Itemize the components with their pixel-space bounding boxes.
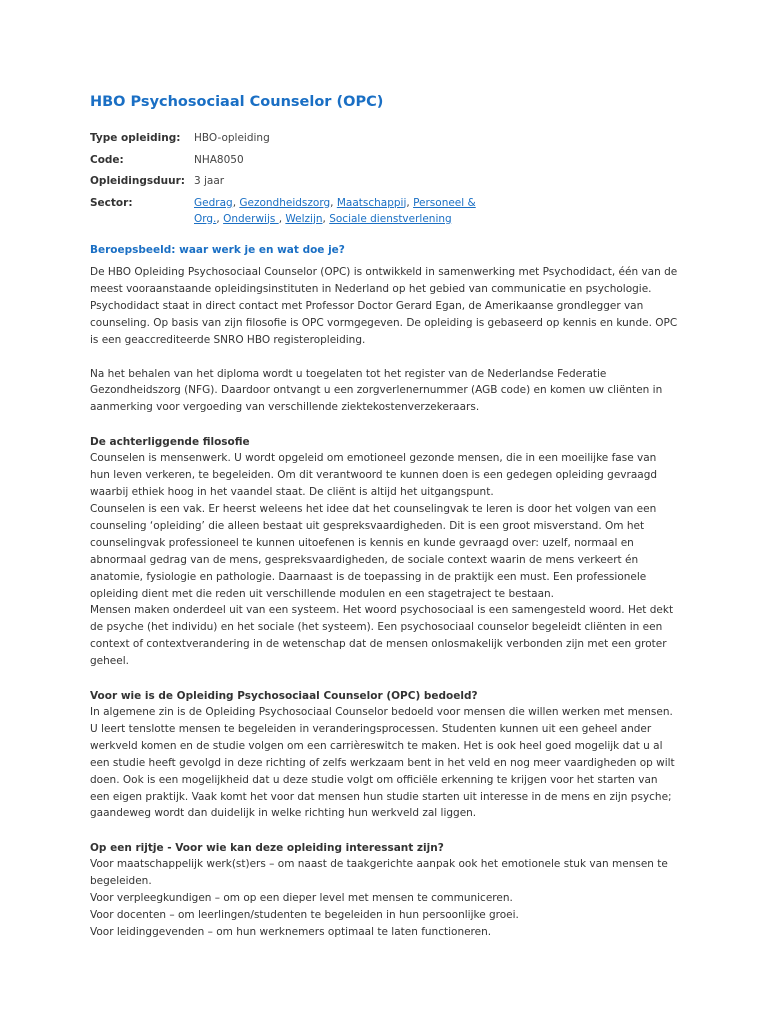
type-label: Type opleiding:	[90, 132, 181, 144]
sector-link-sociale-dienstverlening[interactable]: Sociale dienstverlening	[329, 212, 452, 225]
sector-link-onderwijs[interactable]: Onderwijs	[223, 212, 279, 225]
meta-duration-row	[90, 173, 678, 189]
paragraph-filosofie-3: Mensen maken onderdeel uit van een systeem. Het woord psychosociaal is een samengesteld woord. Het dekt de psyche (het individu) en het sociale (het systeem). Een psychosociaal counselor begeleidt cliënten in een context of contextverandering in de wetenschap dat de mensen onlosmakelijk verbonden zijn met een groter geheel.	[90, 604, 674, 668]
paragraph-beroepsbeeld-2: Na het behalen van het diploma wordt u toegelaten tot het register van de Nederlandse Federatie Gezondheidszorg (NFG). Daardoor ontvangt u een zorgverlenernummer (AGB code) en komen uw cliënten in aanmerking voor vergoeding van verschillende ziektekostenverzekeraars.	[90, 367, 663, 414]
page-title: HBO Psychosociaal Counselor (OPC)	[90, 94, 384, 110]
rijtje-line-3: Voor docenten – om leerlingen/studenten te begeleiden in hun persoonlijke groei.	[90, 909, 519, 922]
paragraph-filosofie-2: Counselen is een vak. Er heerst weleens het idee dat het counselingvak te leren is door het volgen van een counseling ‘opleiding’ die alleen bestaat uit gespreksvaardigheden. Dit is een groot misverstand. Om het counselingvak professioneel te kunnen uitoefenen is kennis en kunde gevraagd over: uzelf, normaal en abnormaal gedrag van de mens, gespreksvaardigheden, de sociale context waarin de mens verkeert én anatomie, fysiologie en pathologie. Daarnaast is de toepassing in de praktijk een must. Een professionele opleiding dient met die reden uit verschillende modulen en een stagetraject te bestaan.	[90, 502, 657, 600]
sector-link-gezondheidszorg[interactable]: Gezondheidszorg	[239, 196, 331, 209]
heading-voor-wie: Voor wie is de Opleiding Psychosociaal Counselor (OPC) bedoeld?	[90, 690, 478, 703]
type-value: HBO-opleiding	[194, 132, 270, 144]
heading-beroepsbeeld: Beroepsbeeld: waar werk je en wat doe je?	[90, 244, 345, 256]
heading-filosofie: De achterliggende filosofie	[90, 436, 250, 449]
sector-link-personeel-org[interactable]: Personeel & Org.	[194, 196, 476, 225]
rijtje-line-1: Voor maatschappelijk werk(st)ers – om naast de taakgerichte aanpak ook het emotionele stuk van mensen te begeleiden.	[90, 858, 668, 888]
duration-label: Opleidingsduur:	[90, 175, 185, 187]
meta-code-row	[90, 152, 678, 168]
sector-label: Sector:	[90, 196, 133, 209]
meta-sector-row	[90, 195, 678, 227]
heading-op-een-rijtje: Op een rijtje - Voor wie kan deze opleiding interessant zijn?	[90, 842, 444, 855]
sector-link-gedrag[interactable]: Gedrag	[194, 196, 233, 209]
rijtje-line-2: Voor verpleegkundigen – om op een dieper level met mensen te communiceren.	[90, 892, 513, 905]
paragraph-beroepsbeeld-1: De HBO Opleiding Psychosociaal Counselor (OPC) is ontwikkeld in samenwerking met Psychodidact, één van de meest vooraanstaande opleidingsinstituten in Nederland op het gebied van communicatie en psychologie. Psychodidact staat in direct contact met Professor Doctor Gerard Egan, de Amerikaanse grondlegger van counseling. Op basis van zijn filosofie is OPC vormgegeven. De opleiding is gebaseerd op kennis en kunde. OPC is een geaccrediteerde SNRO HBO registeropleiding.	[90, 266, 678, 346]
sector-link-welzijn[interactable]: Welzijn	[285, 212, 323, 225]
rijtje-line-4: Voor leidinggevenden – om hun werknemers optimaal te laten functioneren.	[90, 926, 492, 938]
meta-type-row	[90, 130, 678, 146]
sector-links: Gedrag, Gezondheidszorg, Maatschappij, Personeel & Org., Onderwijs , Welzijn, Sociale dienstverlening	[194, 196, 476, 225]
duration-value: 3 jaar	[194, 175, 225, 187]
code-label: Code:	[90, 153, 124, 166]
paragraph-voor-wie-1: In algemene zin is de Opleiding Psychosociaal Counselor bedoeld voor mensen die willen werken met mensen. U leert tenslotte mensen te begeleiden in veranderingsprocessen. Studenten kunnen uit een geheel ander werkveld komen en de studie volgen om een carrièreswitch te maken. Het is ook heel goed mogelijk dat u al een studie heeft gevolgd in deze richting of zelfs werkzaam bent in het veld en nog meer vaardigheden op wilt doen. Ook is een mogelijkheid dat u deze studie volgt om officiële erkenning te krijgen voor het starten van een eigen praktijk. Vaak komt het voor dat mensen hun studie starten uit interesse in de mens en zijn psyche; gaandeweg wordt dan duidelijk in welke richting hun werkveld zal liggen.	[90, 706, 675, 820]
sector-link-maatschappij[interactable]: Maatschappij	[336, 196, 407, 209]
code-value: NHA8050	[194, 153, 244, 166]
paragraph-filosofie-1: Counselen is mensenwerk. U wordt opgeleid om emotioneel gezonde mensen, die in een moeilijke fase van hun leven verkeren, te begeleiden. Om dit verantwoord te kunnen doen is een gedegen opleiding gevraagd waarbij ethiek hoog in het vaandel staat. De cliënt is altijd het uitgangspunt.	[90, 452, 658, 499]
